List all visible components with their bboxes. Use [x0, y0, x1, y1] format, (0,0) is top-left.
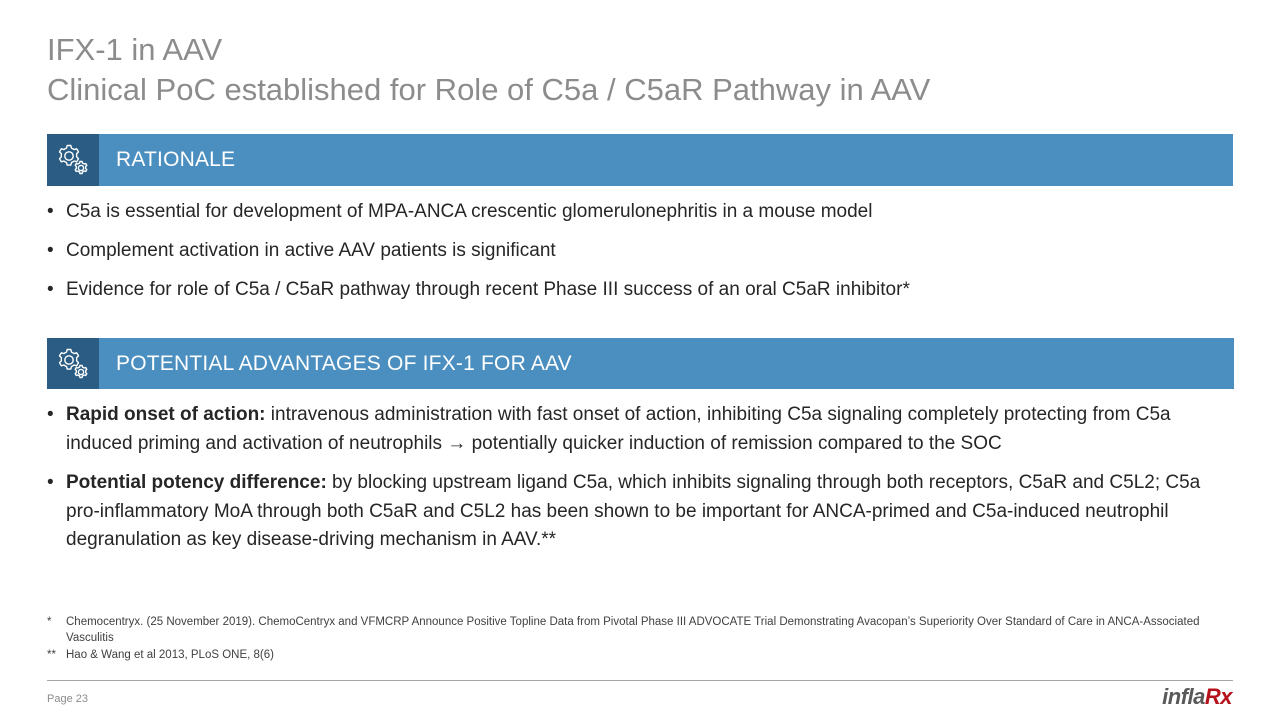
advantages-icon-box: [47, 338, 99, 389]
advantages-header-bar: [47, 338, 1234, 389]
list-item: • C5a is essential for development of MPA-ANCA crescentic glomerulonephritis in a mouse model: [47, 198, 1227, 227]
logo-text: infla: [1162, 684, 1205, 709]
advantages-header-label: POTENTIAL ADVANTAGES OF IFX-1 FOR AAV: [116, 351, 572, 375]
rationale-icon-box: [47, 134, 99, 186]
footnote-marker: **: [47, 649, 56, 661]
rationale-bullet-list: [47, 198, 1227, 315]
footnote-text: Chemocentryx. (25 November 2019). ChemoCentryx and VFMCRP Announce Positive Topline Data from Pivotal Phase III ADVOCATE Trial Demonstrating Avacopan’s Superiority Over Standard of Care in ANCA-Associated Vasculitis: [66, 616, 1200, 644]
list-item: • Complement activation in active AAV patients is significant: [47, 237, 1227, 266]
footnotes: [47, 614, 1227, 663]
footnote-text: Hao & Wang et al 2013, PLoS ONE, 8(6): [66, 649, 274, 661]
footnote-marker: *: [47, 616, 52, 628]
gears-icon: [54, 141, 92, 179]
footer-divider: [47, 680, 1233, 681]
gears-icon: [54, 345, 92, 383]
list-item: [47, 401, 1217, 458]
bullet-text: by blocking upstream ligand C5a, which inhibits signaling through both receptors, C5aR and C5L2; C5a pro-inflammatory MoA through both C5aR and C5L2 has been shown to be important for ANCA-primed and C5a-induced neutrophil degranulation as key disease-driving mechanism in AAV.**: [66, 472, 1201, 550]
title-line-1: IFX-1 in AAV: [47, 32, 223, 67]
footnote: [47, 647, 1227, 663]
company-logo: [1162, 684, 1232, 710]
rationale-header-bar: [47, 134, 1233, 186]
bullet-label: Rapid onset of action:: [66, 404, 266, 425]
logo-accent-text: Rx: [1204, 684, 1232, 709]
page-number: Page 23: [47, 693, 88, 705]
advantages-bullet-list: [47, 401, 1217, 566]
footnote: [47, 614, 1227, 646]
page-title: [47, 30, 930, 110]
list-item: [47, 469, 1217, 555]
bullet-text: intravenous administration with fast onset of action, inhibiting C5a signaling completely protecting from C5a induced priming and activation of neutrophils → potentially quicker induction of remission compared to the SOC: [66, 404, 1171, 454]
title-line-2: Clinical PoC established for Role of C5a / C5aR Pathway in AAV: [47, 72, 931, 107]
bullet-label: Potential potency difference:: [66, 472, 327, 493]
list-item: • Evidence for role of C5a / C5aR pathway through recent Phase III success of an oral C5aR inhibitor*: [47, 276, 1227, 305]
rationale-header-label: RATIONALE: [116, 148, 236, 171]
